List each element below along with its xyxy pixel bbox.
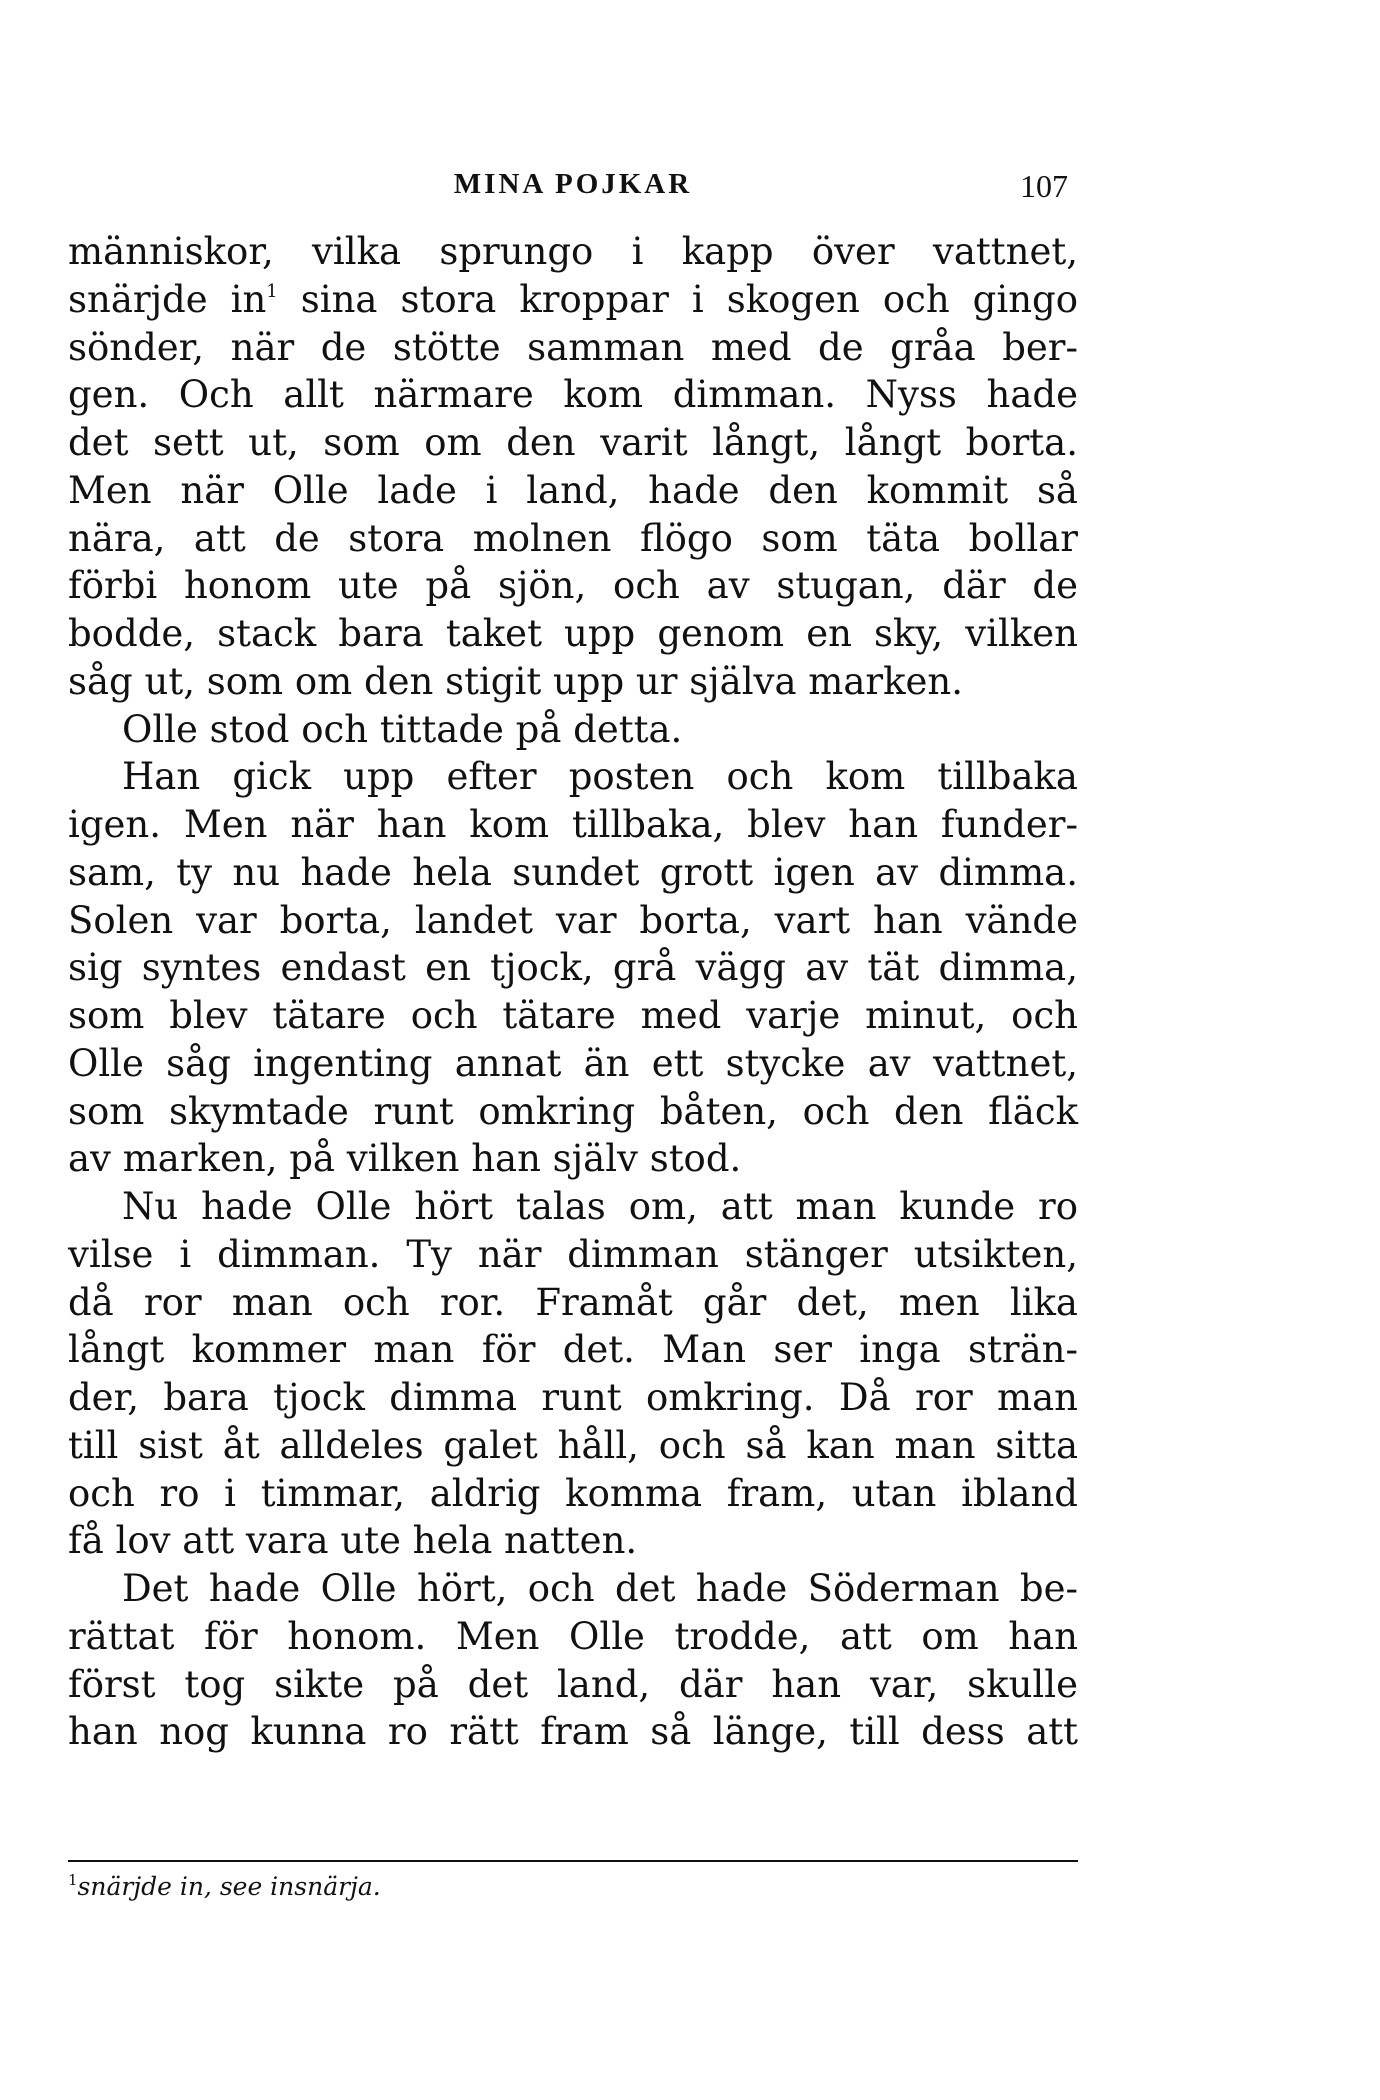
- text-line: igen. Men när han kom tillbaka, blev han funder-: [68, 803, 1078, 846]
- text-line: till sist åt alldeles galet håll, och så kan man sitta: [68, 1423, 1078, 1467]
- text-line: långt kommer man för det. Man ser inga strän-: [68, 1328, 1078, 1372]
- text-line: gen. Och allt närmare kom dimman. Nyss hade: [68, 373, 1078, 417]
- footnote: [68, 1872, 381, 1901]
- running-head: [68, 168, 1078, 208]
- text-line: han nog kunna ro rätt fram så länge, till dess att: [68, 1710, 1078, 1754]
- text-line: rättat för honom. Men Olle trodde, att om han: [68, 1614, 1078, 1658]
- text-line: sig syntes endast en tjock, grå vägg av tät dimma,: [68, 946, 1078, 990]
- footnote-rule: [68, 1860, 1078, 1862]
- text-line: av marken, på vilken han själv stod.: [68, 1137, 742, 1181]
- text-line-with-footnote: [68, 276, 1078, 324]
- running-title: MINA POJKAR: [453, 168, 693, 200]
- text-line: sönder, när de stötte samman med de gråa ber-: [68, 325, 1078, 369]
- paragraph-line: Olle stod och tittade på detta.: [122, 707, 683, 751]
- text-line: först tog sikte på det land, där han var, skulle: [68, 1662, 1078, 1706]
- text-line: som blev tätare och tätare med varje minut, och: [68, 994, 1078, 1037]
- text-segment: sina stora kroppar i skogen och gingo: [300, 277, 1078, 321]
- footnote-text: snärjde in, see insnärja.: [77, 1872, 381, 1901]
- text-line: nära, att de stora molnen flögo som täta bollar: [68, 516, 1078, 560]
- text-line: och ro i timmar, aldrig komma fram, utan ibland: [68, 1471, 1078, 1515]
- text-line: som skymtade runt omkring båten, och den fläck: [68, 1089, 1078, 1133]
- paragraph-start-line: Nu hade Olle hört talas om, att man kunde ro: [122, 1185, 1078, 1228]
- text-line: Men när Olle lade i land, hade den kommit så: [68, 468, 1078, 512]
- text-line: då ror man och ror. Framåt går det, men lika: [68, 1280, 1078, 1324]
- text-segment: snärjde in: [68, 277, 267, 321]
- paragraph-start-line: Det hade Olle hört, och det hade Söderman be-: [122, 1567, 1078, 1610]
- text-line: det sett ut, som om den varit långt, långt borta.: [68, 421, 1078, 464]
- text-line: förbi honom ute på sjön, och av stugan, där de: [68, 564, 1078, 608]
- paragraph-start-line: Han gick upp efter posten och kom tillbaka: [122, 755, 1078, 799]
- book-page: [68, 0, 1078, 2100]
- text-line: der, bara tjock dimma runt omkring. Då ror man: [68, 1376, 1078, 1419]
- text-line: vilse i dimman. Ty när dimman stänger utsikten,: [68, 1232, 1078, 1276]
- text-line: människor, vilka sprungo i kapp över vattnet,: [68, 230, 1078, 273]
- text-line: Olle såg ingenting annat än ett stycke av vattnet,: [68, 1041, 1078, 1085]
- text-line: Solen var borta, landet var borta, vart han vände: [68, 898, 1078, 942]
- footnote-mark: 1: [68, 1871, 78, 1889]
- text-line: såg ut, som om den stigit upp ur själva marken.: [68, 659, 964, 703]
- text-line: sam, ty nu hade hela sundet grott igen av dimma.: [68, 850, 1078, 894]
- text-line: få lov att vara ute hela natten.: [68, 1519, 638, 1563]
- text-line: bodde, stack bara taket upp genom en sky, vilken: [68, 612, 1078, 655]
- page-number: 107: [1020, 168, 1068, 204]
- footnote-reference: 1: [266, 280, 278, 302]
- body-text: [68, 228, 1078, 1756]
